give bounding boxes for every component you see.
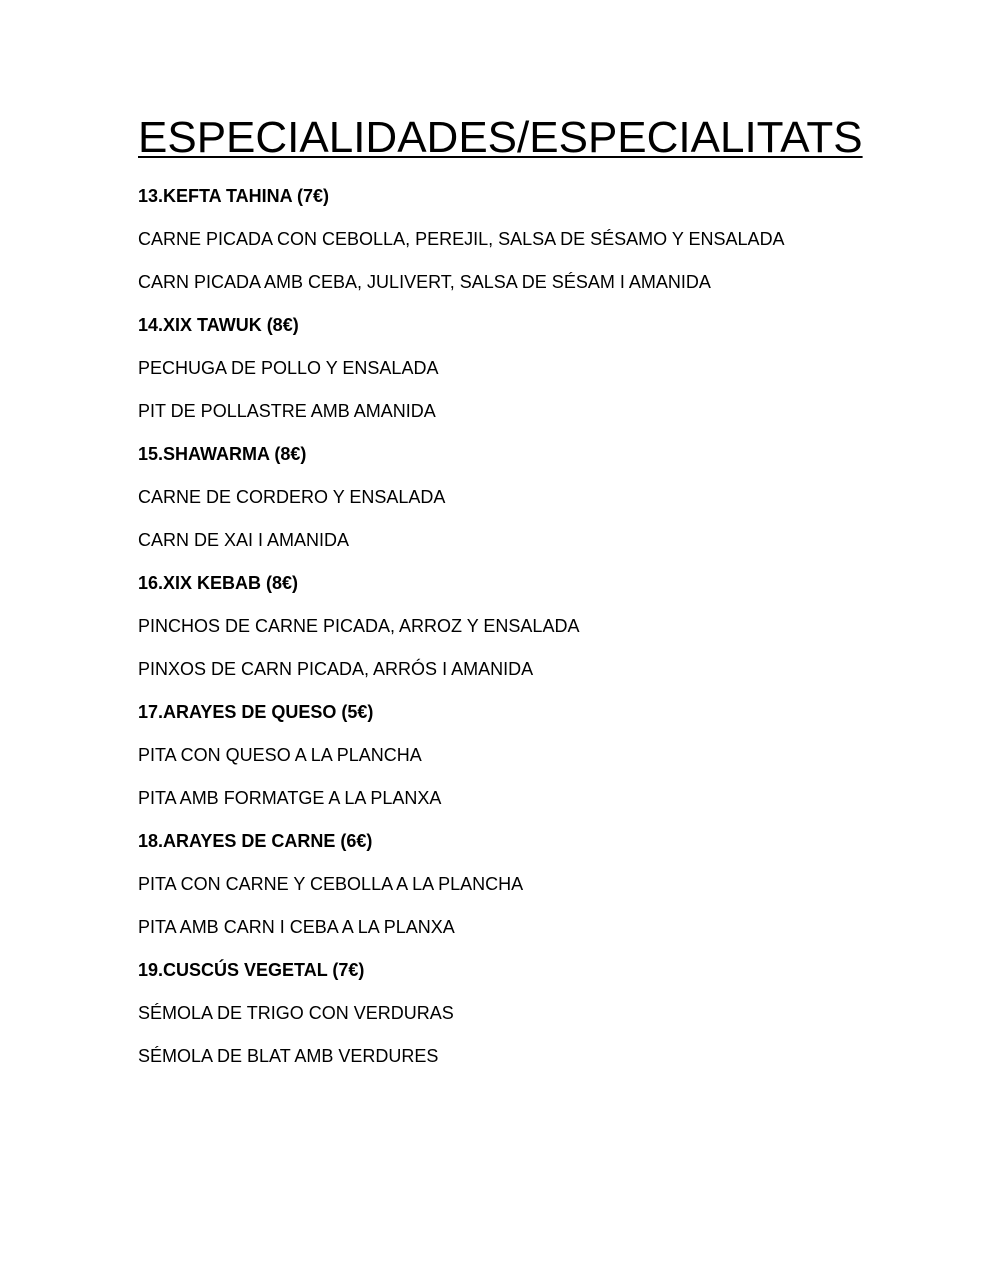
menu-item-heading: 19.CUSCÚS VEGETAL (7€)	[138, 960, 365, 980]
menu-item-description-es: SÉMOLA DE TRIGO CON VERDURAS	[138, 1003, 454, 1023]
menu-item-description-es: PITA CON QUESO A LA PLANCHA	[138, 745, 422, 765]
menu-item-description-ca: CARN DE XAI I AMANIDA	[138, 530, 350, 550]
menu-item-description-ca: SÉMOLA DE BLAT AMB VERDURES	[138, 1046, 439, 1066]
menu-page	[138, 112, 898, 1089]
menu-item-description-ca: PITA AMB FORMATGE A LA PLANXA	[138, 788, 442, 808]
menu-item-description-ca: PITA AMB CARN I CEBA A LA PLANXA	[138, 917, 455, 937]
menu-item-description-es: CARNE DE CORDERO Y ENSALADA	[138, 487, 446, 507]
menu-item-description-ca: PIT DE POLLASTRE AMB AMANIDA	[138, 401, 436, 421]
menu-item	[138, 186, 898, 293]
menu-item	[138, 831, 898, 938]
menu-item-heading: 18.ARAYES DE CARNE (6€)	[138, 831, 373, 851]
menu-item-description-ca: CARN PICADA AMB CEBA, JULIVERT, SALSA DE SÉSAM I AMANIDA	[138, 272, 711, 292]
page-title: ESPECIALIDADES/ESPECIALITATS	[138, 113, 863, 162]
menu-item-heading: 15.SHAWARMA (8€)	[138, 444, 307, 464]
menu-item-description-es: PECHUGA DE POLLO Y ENSALADA	[138, 358, 439, 378]
menu-item	[138, 444, 898, 551]
menu-item-description-ca: PINXOS DE CARN PICADA, ARRÓS I AMANIDA	[138, 659, 534, 679]
menu-item	[138, 702, 898, 809]
menu-item-description-es: PINCHOS DE CARNE PICADA, ARROZ Y ENSALADA	[138, 616, 580, 636]
menu-item	[138, 573, 898, 680]
menu-item-heading: 17.ARAYES DE QUESO (5€)	[138, 702, 374, 722]
menu-item-heading: 14.XIX TAWUK (8€)	[138, 315, 299, 335]
menu-item	[138, 960, 898, 1067]
menu-item-heading: 13.KEFTA TAHINA (7€)	[138, 186, 330, 206]
menu-item-description-es: PITA CON CARNE Y CEBOLLA A LA PLANCHA	[138, 874, 524, 894]
menu-item-description-es: CARNE PICADA CON CEBOLLA, PEREJIL, SALSA DE SÉSAMO Y ENSALADA	[138, 229, 785, 249]
menu-item	[138, 315, 898, 422]
menu-item-heading: 16.XIX KEBAB (8€)	[138, 573, 299, 593]
